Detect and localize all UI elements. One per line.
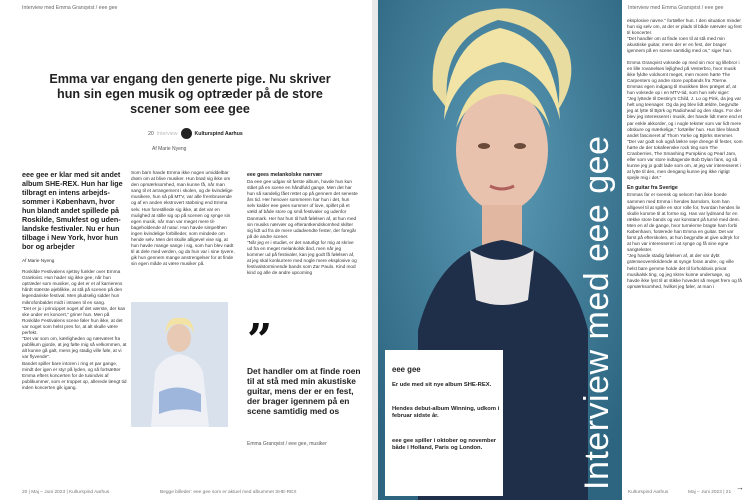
footer-left: Kulturspind Aarhus <box>628 490 669 495</box>
column-1 <box>22 258 128 391</box>
column-2-text: Som barn havde Emma ikke nogen umiddelbar drøm om at blive musiker. Hun brød sig ikke om den opmærksomhed, man kunne få, når man sang til et arrangement i skolen, og de kvindelige musikere, hun så på MTV, var alle frembrusende og af en anden ekstrovert støbning end Emma selv. Hun forestillede sig ikke, at det var en mulighed at stille sig op på scenen og synge sin egen musik, når man var meget mere tilbageholdende af natur. Hun havde simpelthen ingen kvindelige forbilleder, som mindede om hende selv. Men det skulle alligevel vise sig, at hun havde mange sange i sig, som hun blev nødt til at dele med verden, og da hun var i sine tyvere, gik hun gennem mange anstrengelser for at finde sin egen måde at være musiker på. <box>131 170 235 267</box>
column-3-subheading: eee gees melankolske nærvær <box>247 172 323 178</box>
info-box-line: eee gee spiller i oktober og november både i Holland, Paris og London. <box>392 438 497 452</box>
page-number: 20 <box>148 130 154 137</box>
page-header: Interview med Emma Granqvist / eee gee <box>22 5 118 11</box>
right-column-subheading: En guitar fra Sverige <box>627 185 678 192</box>
photo-caption: Begge billeder: eee gee som er aktuel med albummet SHE-REX <box>160 490 297 495</box>
author: Af Marie Nyeng <box>152 146 187 152</box>
photo-musician-small <box>131 302 228 427</box>
right-page <box>378 0 750 500</box>
vertical-title: Interview med eee gee <box>578 135 616 490</box>
byline <box>148 128 243 139</box>
column-2 <box>131 170 235 268</box>
right-column-text-2: Emma Granqvist voksede op med sin mor og lillebror i en lille rovanelses lejlighed på Vesterbro, hvor musik ikke fyldte voldsomt meget, men moren hørte The Carpenters og andre store popbands fra 70erne. Emmas egen indgang til musikken blev præget af, at hun voksede op i en MTV-tid, som hun selv siger: "Jeg lyttede til Destiny's Child, J. Lo og Pink, da jeg var helt ung teenager. Og da jeg blev lidt ældre, begyndte jeg at lytte til Björk og Radiohead og den slags. For der blev jeg interesseret i musik, der havde lidt mere end et par enkle akkorder, og i nogle tekster som var lidt mere obskure og mærkelige," fortæller hun. Hun blev blandt andet fascineret af Thom Yorke og Björks stemmer. "Der var godt nok også lækre seje drenge til fester, som hørte de der tokafeenske rock ting som The Cranberries, The Smashing Pumpkins og Pearl Jam, eller som var store indtagende Bob Dylan fans, og så kunne jeg jo godt lade som om, at jeg var interesseret i at lytte til des, men dengang kunne jeg ikke rigtigt spejle mig i det." <box>627 59 743 181</box>
column-author: Af Marie Nyeng <box>22 258 55 263</box>
quote-mark-icon: ” <box>247 315 273 366</box>
info-box <box>385 350 503 496</box>
info-box-title: eee gee <box>392 365 421 374</box>
publisher-name: Kulturspind Aarhus <box>194 130 243 137</box>
left-page <box>0 0 372 500</box>
info-box-line: Er ude med sit nye album SHE-REX. <box>392 382 492 388</box>
publisher-avatar-icon <box>181 128 192 139</box>
pull-quote-credit: Emma Granqvist / eee gee, musiker <box>247 441 327 447</box>
column-3-text: Da eee gee udgav sit første album, havde hun kun stået på en scene en håndfuld gange. Men det har hun så sandelig fået rettet op på gennem det seneste års tid. Her henover sommeren har hun i det, hun selv kalder eee gees summer of love, spillet på et væld af både store og små festivaler og udenfor Danmark. Her har hun til haft følelsen af, at hun med sin musiks nærvær og efterantkendskomhed skilter sig lidt ud fra de mere udadvendte fester, der foregår på de andre scener. "Når jeg er i studiet, er det naturligt for mig at skrive ud fra en meget melankolsk ånd, men når jeg kommer ud på festivaler, kan jeg godt få følelsen af, at jeg skal konkurrere med nogle mere eksplosive og festivalstorminende bands som Zar Paulo. Kind mod kind og alle de andre upcoming <box>247 179 358 276</box>
footer-right: Maj – Juni 2023 | 21 <box>688 490 732 495</box>
section-label: Interview <box>156 130 178 137</box>
right-column-text-3: Emmas far er svensk og selvom han ikke boede sammen med Emma i hendes barndom, kom han alligevel til at spille en stor rolle for, hvordan hendes liv skulle komme til at forme sig. Han var lydmand for en række store bands og var konstant på turné med dem. Men en af de gange, hvor turnéerne bragte ham forbi København, forærede han Emma en guitar. Det var først på efterskolen, at hun begyndte at give udtryk for at hun var interesseret i at synge og få sine egne sangtekster. "Jeg havde stadig følelsen af, at der var dybt grænseoverskridende at synge foran andre, og ville helst bare gemme holde det til forholdsvis privat musikalsk ting, og jeg skrev kunne undersøge, og havde ikke lyst til at stikke hovedet så meget frem og få opmærksomhed, hvilket jeg føler, at man i <box>627 192 742 289</box>
column-3 <box>247 170 359 277</box>
right-column <box>627 18 743 290</box>
right-column-text-1: eksplosive navne." fortæller hun. I den situation minder hun sig selv om, at der er plads til både nærvær og fest til koncerter. "Det handler om at finde roen til at stå med min akustiske guitar, mens der er en fest, der brager igennem på en scene samtidig med os," siger hun. <box>627 18 742 54</box>
info-box-line: Hendes debut-album Winning, udkom i februar sidste år. <box>392 406 500 420</box>
musician-photo-illustration <box>131 302 228 427</box>
page-header: Interview med Emma Granqvist / eee gee <box>628 5 724 11</box>
intro-text: eee gee er klar med sit andet album SHE-REX. Hun har lige tilbragt en intens arbejdssommer i København, hvor hun blandt andet spillede på Roskilde, Smukfest og udenlandske festivaler. Nu er hun tilbage i New York, hvor hun bor og arbejder <box>22 170 123 251</box>
article-title: Emma var engang den generte pige. Nu skriver hun sin egen musik og optræder på de store scener som eee gee <box>49 72 331 116</box>
column-1-text: Roskilde Festivalens sjettsy funkler over Emma Grankvist. Hun hader sig ikke gee, når hun optræder som musiker, og det er et af karrierens hårdt stærste øjeblikke, at stå på scenen på den legendariske festival. Men pludselig sidder hun mikrofonbaldet midt i intrøen til en sang. "Det er jo i princippet noget af det værste, der kan ske under en koncert," griner hun. Men på Roskilde Festivalens scene føler hun ikke, at det var noget som helst pres for, at alt skulle være perfekt. "Det var som om, kærligheden og nærværet fra publikum gjorde, at jeg følte mig så velkommen, at alt kunne gå galt, mens jeg stadig ville føle, at vi var flyvende". Bandet spiller bare intoren i ring et par gange, mindt der igen er styr på lyden, og så fortsætter Emma efters koncerten for de tusindvis af publikummer, som er troppet op, allerede længt tid inden koncerten gik igang. <box>22 269 127 390</box>
pull-quote: Det handler om at finde roen til at stå med min akustiske guitar, mens der er en fest, der brager igennem på en scene samtidig med os <box>247 366 361 416</box>
arrow-right-icon: → <box>736 483 744 492</box>
footer-left: 20 | Maj – Juni 2023 | Kulturspind Aarhus <box>22 490 110 495</box>
